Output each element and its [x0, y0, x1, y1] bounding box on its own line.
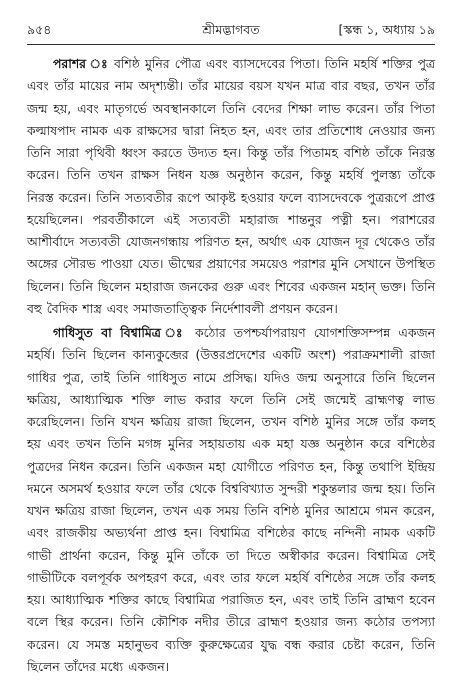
page-number: ৯৫৪ — [27, 22, 52, 37]
header-rule — [27, 44, 435, 45]
paragraph-vishvamitra — [27, 322, 435, 678]
body-text — [27, 53, 435, 680]
running-title: শ্রীমদ্ভাগবত — [202, 22, 260, 37]
page-header — [27, 21, 435, 39]
paragraph-parashara — [27, 53, 435, 320]
term-heading: পরাশর ঃ — [53, 56, 109, 71]
term-heading: গাধিসুত বা বিশ্বামিত্র ঃ — [53, 325, 187, 340]
section-reference: [স্কন্ধ ১, অধ্যায় ১৯ — [338, 22, 435, 37]
paragraph-text: কঠোর তপশ্চর্যাপরায়ণ যোগশক্তিসম্পন্ন একজন মহর্ষি। তিনি ছিলেন কান্যকুব্জের (উত্তরপ্রদেশের একটি অংশ) পরাক্রমশালী রাজা গাধির পুত্র, তাই তিনি গাধিসুত নামে প্রসিদ্ধ। যদিও জন্ম অনুসারে তিনি ছিলেন ক্ষত্রিয়, আধ্যাত্মিক শক্তি লাভ করার ফলে তিনি সেই জন্মেই ব্রাহ্মণত্ব লাভ করেছিলেন। তিনি যখন ক্ষত্রিয় রাজা ছিলেন, তখন বশিষ্ঠ মুনির সঙ্গে তাঁর কলহ হয় এবং তখন তিনি মগঙ্গ মুনির সহায়তায় এক মহা যজ্ঞ অনুষ্ঠান করে বশিষ্ঠের পুত্রদের নিধন করেন। তিনি একজন মহা যোগীতে পরিণত হন, কিন্তু তথাপি ইন্দ্রিয় দমনে অসমর্থ হওয়ার ফলে তাঁর থেকে বিশ্ববিখ্যাত সুন্দরী শকুন্তলার জন্ম হয়। তিনি যখন ক্ষত্রিয় রাজা ছিলেন, তখন এক সময় তিনি বশিষ্ঠ মুনির আশ্রমে গমন করেন, এবং রাজকীয় অভ্যর্থনা প্রাপ্ত হন। বিশ্বামিত্র বশিষ্ঠের কাছে নন্দিনী নামক একটি গাভী প্রার্থনা করেন, কিন্তু মুনি তাঁকে তা দিতে অস্বীকার করেন। বিশ্বামিত্র সেই গাভীটিকে বলপূর্বক অপহরণ করে, এবং তার ফলে মহর্ষি বশিষ্ঠের সঙ্গে তাঁর কলহ হয়। আধ্যাত্মিক শক্তির কাছে বিশ্বামিত্র পরাজিত হন, এবং তাই তিনি ব্রাহ্মণ হবেন বলে স্থির করেন। তিনি কৌশিক নদীর তীরে ব্রাহ্মণ হওয়ার জন্য কঠোর তপস্যা করেন। যে সমস্ত মহানুভব ব্যক্তি কুরুক্ষেত্রের যুদ্ধ বন্ধ করার চেষ্টা করেন, তিনি ছিলেন তাঁদের মধ্যে একজন। — [27, 325, 436, 674]
paragraph-text: বশিষ্ঠ মুনির পৌত্র এবং ব্যাসদেবের পিতা। তিনি মহর্ষি শক্তির পুত্র এবং তাঁর মায়ের নাম অদৃশ্যন্তী। তাঁর মায়ের বয়স যখন মাত্র বার বছর, তখন তাঁর জন্ম হয়, এবং মাতৃগর্ভে অবস্থানকালে তিনি বেদের শিক্ষা লাভ করেন। তাঁর পিতা কল্মাষপাদ নামক এক রাক্ষসের দ্বারা নিহত হন, এবং তার প্রতিশোধ নেওয়ার জন্য তিনি সারা পৃথিবী ধ্বংস করতে উদ্যত হন। কিন্তু তাঁর পিতামহ বশিষ্ঠ তাঁকে নিরস্ত করেন। তিনি তখন রাক্ষস নিধন যজ্ঞ অনুষ্ঠান করেন, কিন্তু মহর্ষি পুলস্ত্য তাঁকে নিরস্ত করেন। তিনি সত্যবতীর রূপে আকৃষ্ট হওয়ার ফলে ব্যাসদেবকে পুত্ররূপে প্রাপ্ত হয়েছিলেন। পরবর্তীকালে এই সত্যবতী মহারাজ শান্তনুর পত্নী হন। পরাশরের আশীর্বাদে সত্যবতী যোজনগন্ধায় পরিণত হন, অর্থাৎ এক যোজন দূর থেকেও তাঁর অঙ্গের সৌরভ পাওয়া যেত। ভীষ্মের প্রয়াণের সময়েও পরাশর মুনি সেখানে উপস্থিত ছিলেন। তিনি ছিলেন মহারাজ জনকের গুরু এবং শিবের একজন মহান্ ভক্ত। তিনি বহু বৈদিক শাস্ত্র এবং সমাজতাত্ত্বিক নির্দেশাবলী প্রণয়ন করেন। — [27, 56, 435, 316]
